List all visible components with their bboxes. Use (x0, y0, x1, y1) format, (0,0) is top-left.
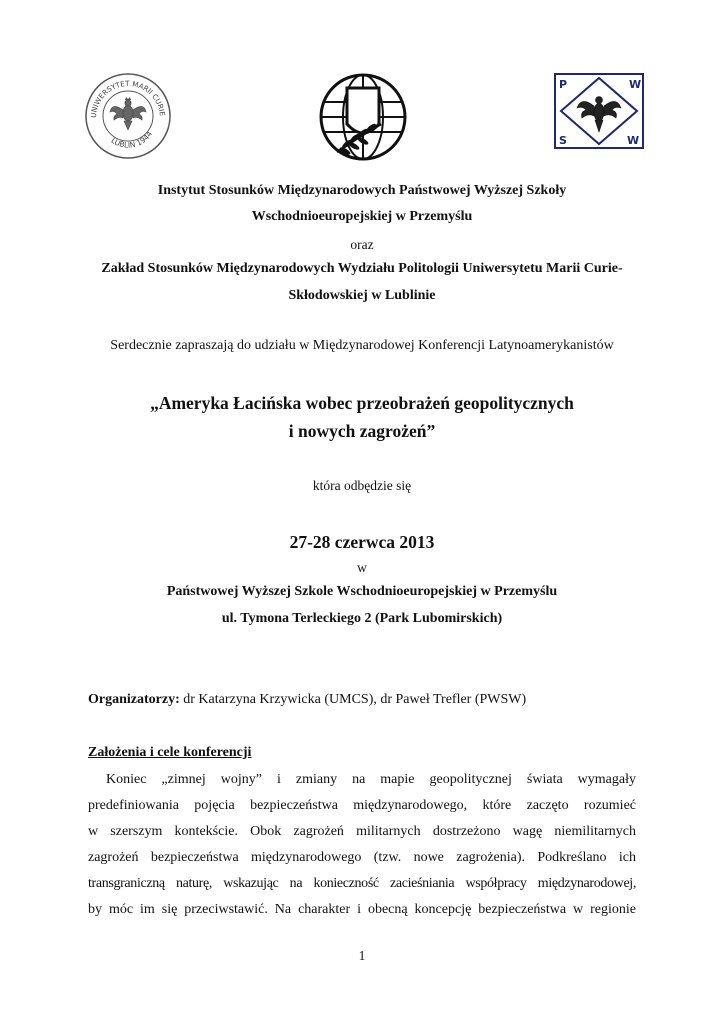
seal-ring-text: UNIWERSYTET MARII CURIE (88, 78, 167, 119)
pwsw-letter-w1: W (629, 78, 642, 91)
organizer-institute-line-1: Instytut Stosunków Międzynarodowych Państwowej Wyższej Szkoły (157, 183, 567, 198)
section-paragraph (88, 767, 636, 923)
paragraph-line: transgraniczną naturę, wskazując na konieczność zacieśniania współpracy międzynarodowej, (88, 876, 636, 891)
organizers-value: dr Katarzyna Krzywicka (UMCS), dr Paweł Trefler (PWSW) (179, 692, 527, 707)
pwsw-letter-w2: W (627, 134, 640, 147)
paragraph-line: w szerszym kontekście. Obok zagrożeń militarnych dostrzeżono wagę niemilitarnych (88, 824, 636, 839)
pwsw-letter-p: P (559, 78, 568, 91)
organizer-department-line-2: Skłodowskiej w Lublinie (288, 288, 436, 303)
organizers-line (88, 692, 526, 708)
globe-laurel-emblem-icon (317, 72, 409, 162)
organizer-department-line-1: Zakład Stosunków Międzynarodowych Wydziału Politologii Uniwersytetu Marii Curie- (101, 261, 623, 276)
conference-title-line-1: „Ameryka Łacińska wobec przeobrażeń geopolitycznych (150, 393, 574, 413)
venue-line-1: Państwowej Wyższej Szkole Wschodnioeuropejskiej w Przemyślu (166, 584, 558, 599)
venue-line-2: ul. Tymona Terleckiego 2 (Park Lubomirskich) (221, 611, 503, 626)
in-word: w (357, 560, 367, 575)
conference-date: 27-28 czerwca 2013 (289, 532, 435, 552)
pwsw-eagle-emblem-icon (553, 72, 645, 150)
organizer-institute-line-2: Wschodnioeuropejskiej w Przemyślu (251, 209, 473, 224)
page-number: 1 (358, 948, 366, 963)
conference-title-line-2: i nowych zagrożeń” (288, 421, 436, 441)
invitation-text: Serdecznie zapraszają do udziału w Międzynarodowej Konferencji Latynoamerykanistów (110, 338, 614, 353)
paragraph-line: by móc im się przeciwstawić. Na charakter i obecną koncepcję bezpieczeństwa w regionie (88, 902, 636, 917)
paragraph-line: zagrożeń bezpieczeństwa międzynarodowego (tzw. nowe zagrożenia). Podkreślano ich (88, 850, 636, 865)
umcs-university-seal-icon (84, 72, 172, 160)
paragraph-line: Koniec „zimnej wojny” i zmiany na mapie geopolitycznej świata wymagały (106, 772, 636, 787)
subtitle-text: która odbędzie się (312, 478, 412, 493)
paragraph-line: predefiniowania pojęcia bezpieczeństwa międzynarodowego, które zaczęto rozumieć (88, 798, 636, 813)
organizers-label: Organizatorzy: (88, 692, 180, 707)
seal-bottom-text: LUBLIN 1944 (109, 129, 155, 150)
section-heading: Założenia i cele konferencji (88, 745, 252, 760)
conjunction-oraz: oraz (350, 237, 374, 252)
pwsw-letter-s: S (559, 134, 567, 147)
